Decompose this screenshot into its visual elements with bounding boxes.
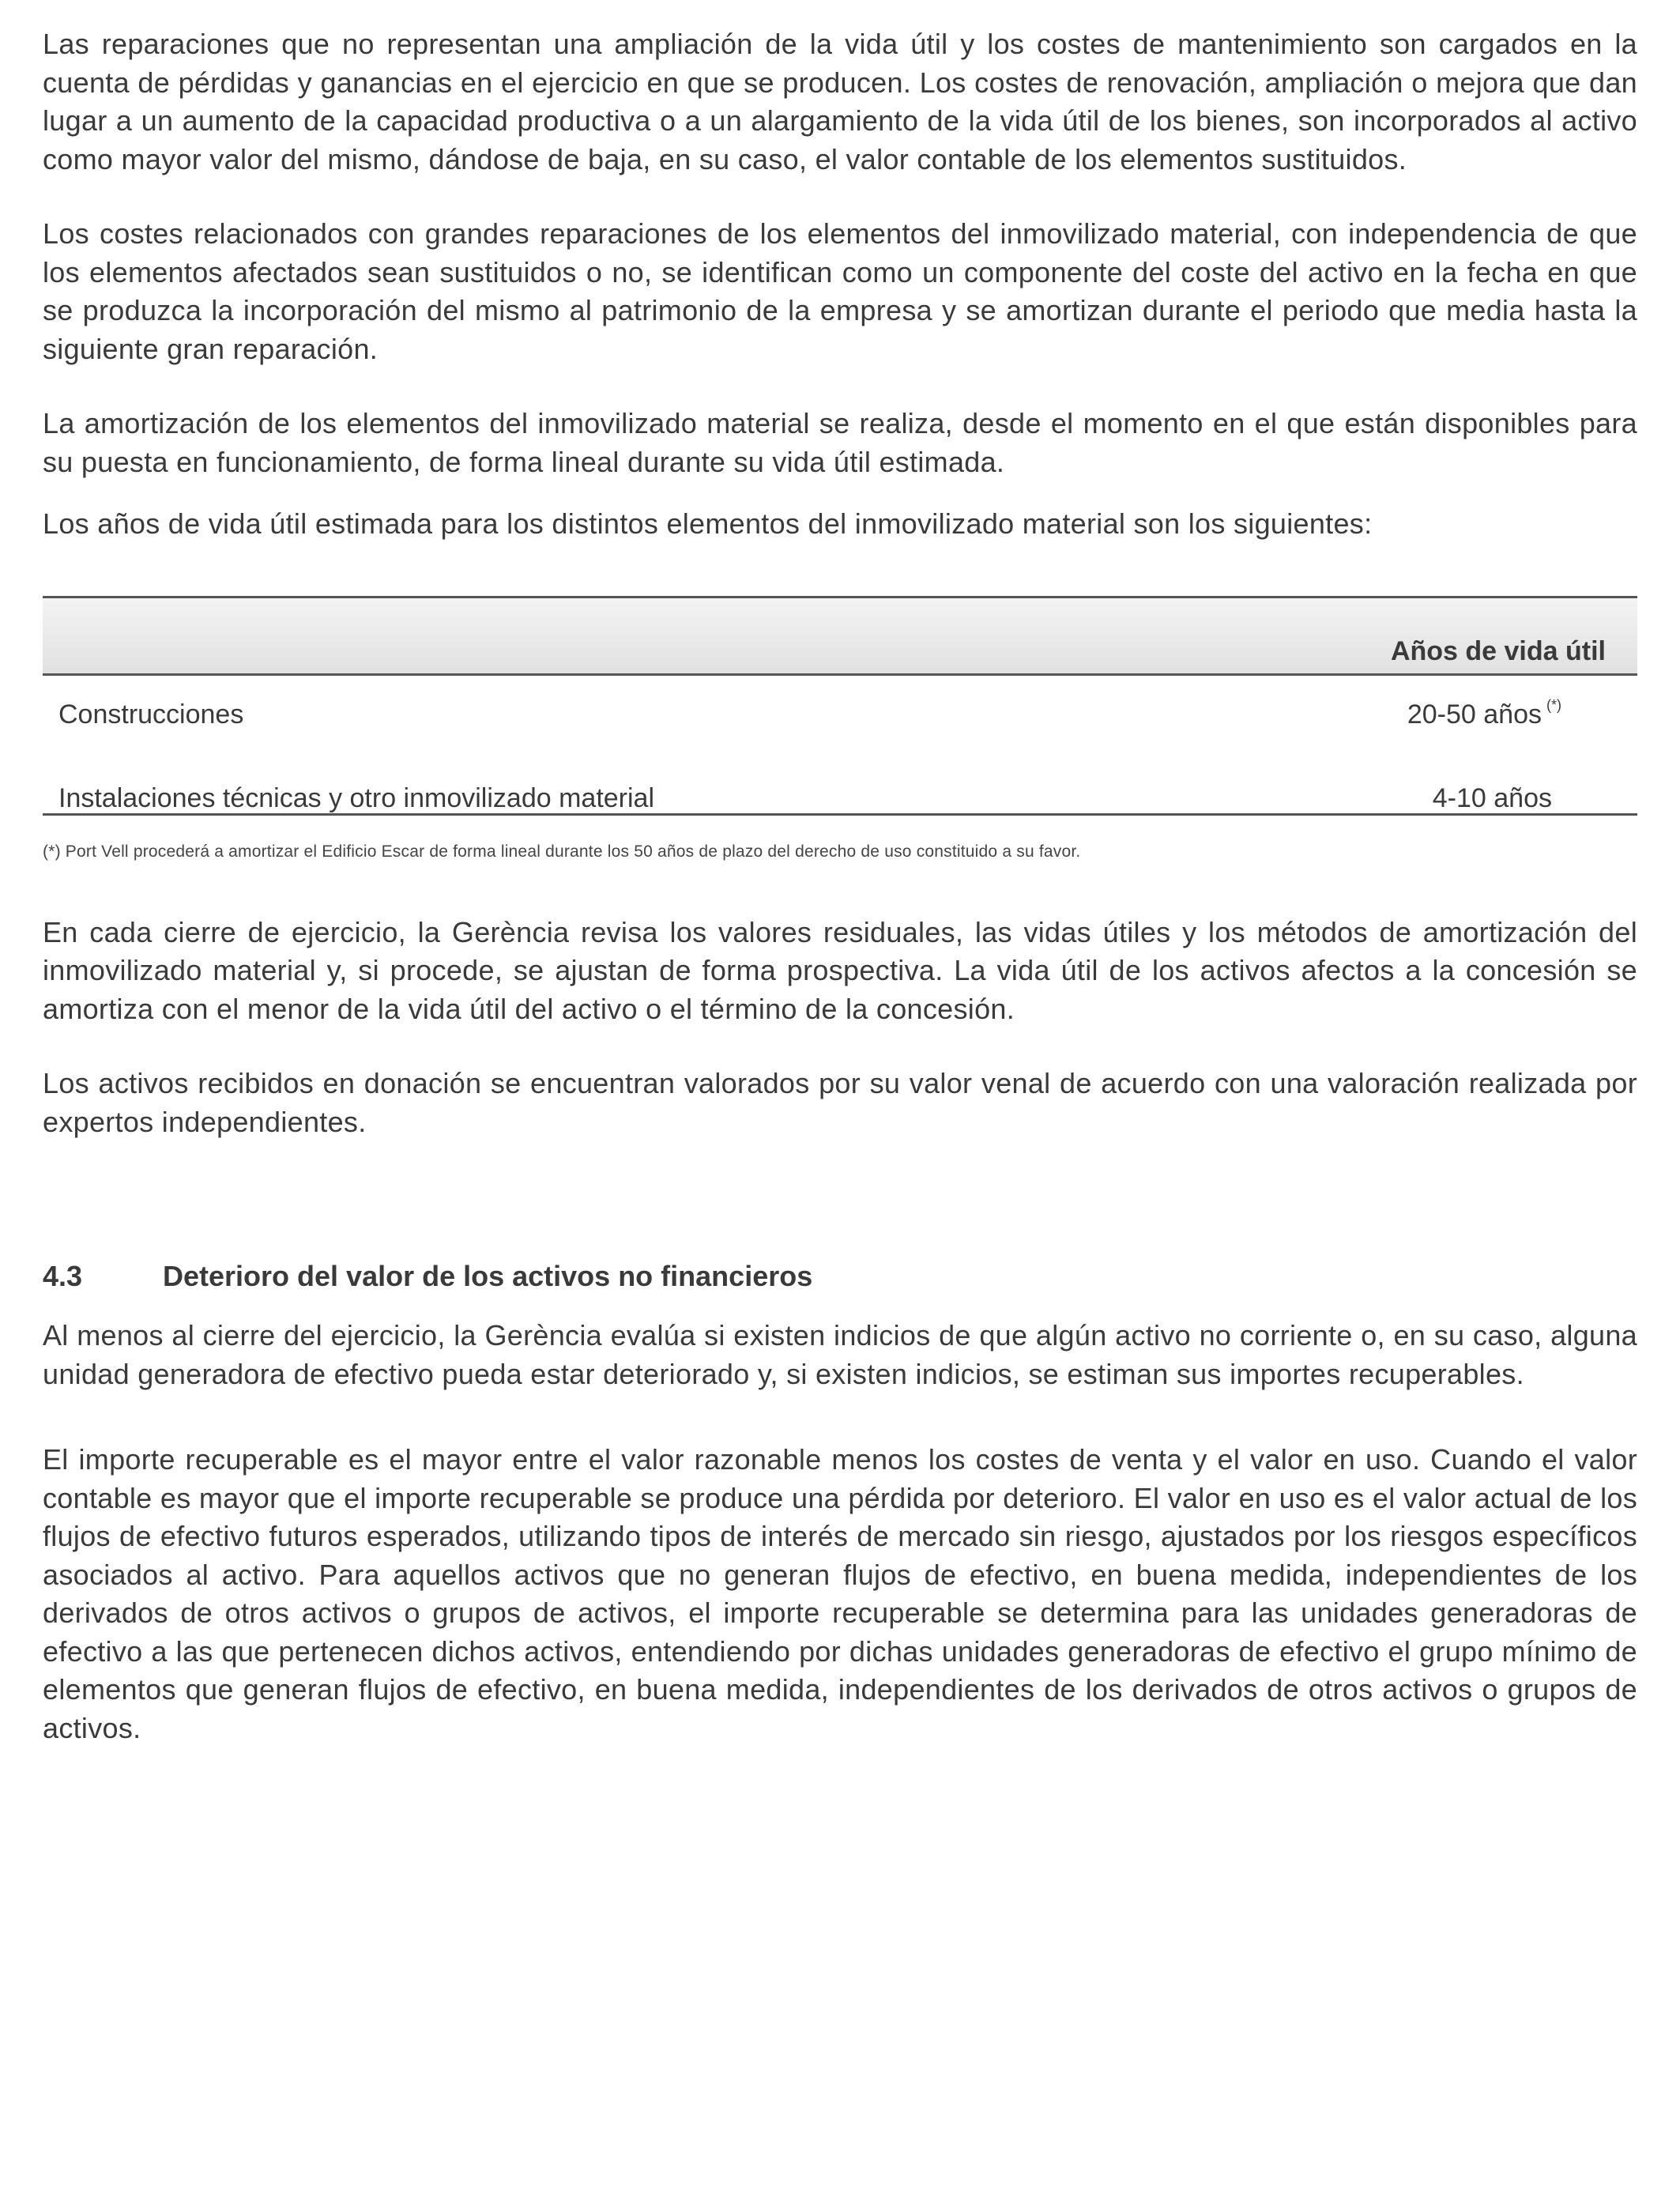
section-heading [43,1260,1637,1307]
row-label: Instalaciones técnicas y otro inmovilizado material [58,782,655,813]
paragraph-recoverable-amount: El importe recuperable es el mayor entre el valor razonable menos los costes de venta y el valor en uso. Cuando el valor contable es mayor que el importe recuperable se produce una pérdida por deterioro. El valor en uso es el valor actual de los flujos de efectivo futuros esperados, utilizando tipos de interés de mercado sin riesgo, ajustados por los riesgos específicos asociados al activo. Para aquellos activos que no generan flujos de efectivo, en buena medida, independientes de los derivados de otros activos o grupos de activos, el importe recuperable se determina para las unidades generadoras de efectivo a las que pertenecen dichos activos, entendiendo por dichas unidades generadoras de efectivo el grupo mínimo de elementos que generan flujos de efectivo, en buena medida, independientes de los derivados de otros activos o grupos de activos. [43,1443,1637,1744]
table-row [43,676,1637,748]
table-footnote: (*) Port Vell procederá a amortizar el Edificio Escar de forma lineal durante los 50 años de plazo del derecho de uso constituido a su favor. [43,842,1081,861]
table-header [43,596,1637,676]
row-value: 20-50 años (*) [1407,697,1561,729]
row-value: 4-10 años [1432,782,1552,813]
row-label: Construcciones [58,699,244,729]
paragraph-annual-review: En cada cierre de ejercicio, la Gerència revisa los valores residuales, las vidas útiles y los métodos de amortización del inmovilizado material y, si procede, se ajustan de forma prospectiva. La vida útil de los activos afectos a la concesión se amortiza con el menor de la vida útil del activo o el término de la concesión. [43,915,1637,1025]
paragraph-depreciation: La amortización de los elementos del inmovilizado material se realiza, desde el momento en el que están disponibles para su puesta en funcionamiento, de forma lineal durante su vida útil estimada. [43,407,1637,478]
paragraph-major-repairs: Los costes relacionados con grandes reparaciones de los elementos del inmovilizado material, con independencia de que los elementos afectados sean sustituidos o no, se identifican como un componente del coste del activo en la fecha en que se produzca la incorporación del mismo al patrimonio de la empresa y se amortizan durante el periodo que media hasta la siguiente gran reparación. [43,217,1637,365]
paragraph-donated-assets: Los activos recibidos en donación se encuentran valorados por su valor venal de acuerdo con una valoración realizada por expertos independientes. [43,1067,1637,1138]
document-page [43,25,1637,1747]
footnote-mark: (*) [1546,697,1561,714]
column-header-useful-life: Años de vida útil [1390,635,1606,666]
section-number: 4.3 [43,1260,83,1292]
useful-life-table [43,596,1637,816]
paragraph-repairs: Las reparaciones que no representan una ampliación de la vida útil y los costes de mantenimiento son cargados en la cuenta de pérdidas y ganancias en el ejercicio en que se producen. Los costes de renovación, ampliación o mejora que dan lugar a un aumento de la capacidad productiva o a un alargamiento de la vida útil de los bienes, son incorporados al activo como mayor valor del mismo, dándose de baja, en su caso, el valor contable de los elementos sustituidos. [43,28,1637,175]
paragraph-impairment-indicators: Al menos al cierre del ejercicio, la Gerència evalúa si existen indicios de que algún activo no corriente o, en su caso, alguna unidad generadora de efectivo pueda estar deteriorado y, si existen indicios, se estiman sus importes recuperables. [43,1319,1637,1390]
table-row [43,748,1637,816]
paragraph-useful-life-intro: Los años de vida útil estimada para los distintos elementos del inmovilizado material son los siguientes: [43,507,1373,540]
section-title: Deterioro del valor de los activos no financieros [163,1260,813,1292]
